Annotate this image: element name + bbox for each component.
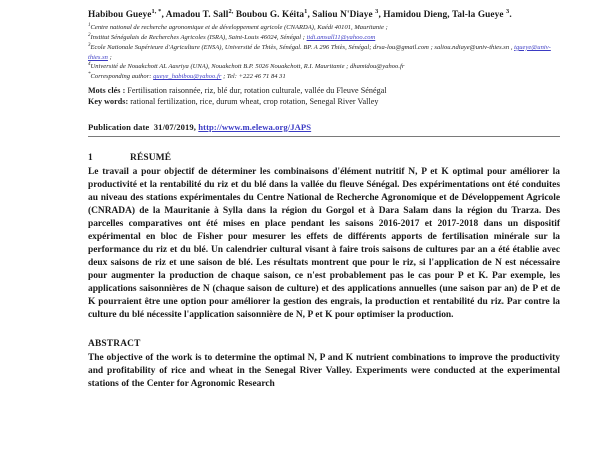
keywords-english-label: Key words: bbox=[88, 97, 129, 107]
corresponding-author-text: Corresponding author: bbox=[90, 73, 154, 81]
corresponding-author-email-link[interactable]: gueye_habibou@yahoo.fr bbox=[153, 73, 222, 81]
publication-bar bbox=[88, 121, 560, 137]
resume-heading bbox=[88, 152, 560, 165]
author-sup-5: 3 bbox=[506, 7, 510, 15]
affiliation-3-email-link[interactable]: tgueye@univ-thies.sn bbox=[88, 43, 551, 61]
resume-body: Le travail a pour objectif de déterminer les combinaisons d'élément nutritif N, P et K optimal pour améliorer la productivité et la rentabilité du riz et du blé dans la vallée du fleuve Sénégal. Des expérimentations ont été conduites au niveau des stations expérimentales du Centre National de Recherche Agronomique et de Développement Agricole (CNRADA) de la Mauritanie à Sylla dans la région du Gorgol et à Dara Salam dans la région du Trarza. Des parcelles comparatives ont été mises en place pendant les saisons 2016-2017 et 2017-2018 dans un dispositif expérimental en bloc de Fisher pour mesurer les effets de différents apports de fertilisation minérale sur la performance du riz et du blé. Un calendrier cultural visant à faire trois saisons de cultures par an a été établie avec deux saisons de riz et une saison de blé. Les résultats montrent que pour le riz, si l'application de N est nécessaire pour augmenter la production de chaque saison, ce n'est probablement pas le cas pour P et K. Par exemple, les applications saisonnières de N (chaque saison de culture) et des applications annuelles (une saison par an) de P et de K pourraient être une option pour améliorer la gestion des engrais, la production et rentabilité du riz. Par contre la culture du blé nécessite l'application saisonnière de N, P et K pour optimiser la production. bbox=[88, 166, 560, 321]
publication-date-line bbox=[88, 121, 560, 133]
affiliation-3-marker: 3 bbox=[88, 42, 91, 48]
keywords-french-value: Fertilisation raisonnée, riz, blé dur, rotation culturale, vallée du Fleuve Sénégal bbox=[125, 85, 387, 95]
author-names-part5: , Hamidou Dieng, Tal-la Gueye bbox=[378, 10, 507, 20]
author-sup-3: 1 bbox=[304, 7, 308, 15]
affiliation-3 bbox=[88, 43, 560, 63]
affiliation-2-text: Institut Sénégalais de Recherches Agricoles (ISRA), Saint-Louis 46024, Sénégal ; bbox=[90, 34, 307, 41]
affiliation-3-text: Ecole Nationale Supérieure d'Agriculture (ENSA), Université de Thiès, Sénégal. BP. A 296 Thiès, Sénégal; drsa-lou@gmail.com ; saliou.ndiaye@univ-thies.sn , bbox=[90, 43, 515, 51]
author-names-part4: , Saliou N'Diaye bbox=[307, 10, 376, 20]
resume-heading-label: RÉSUMÉ bbox=[130, 152, 172, 163]
keywords-english bbox=[88, 96, 560, 107]
affiliation-2-email-link[interactable]: tidi.amsall11@yahoo.com bbox=[306, 34, 376, 41]
author-names-part3: Boubou G. Kéita bbox=[233, 10, 305, 20]
keywords-block bbox=[88, 85, 560, 108]
corresponding-author-marker: * bbox=[88, 72, 91, 78]
resume-section-number: 1 bbox=[88, 152, 93, 163]
publication-date-value: 31/07/2019, bbox=[153, 121, 197, 132]
journal-url-link[interactable]: http://www.m.elewa.org/JAPS bbox=[198, 121, 312, 132]
affiliation-1-marker: 1 bbox=[88, 23, 91, 29]
affiliation-2 bbox=[88, 33, 560, 43]
author-sup-1: 1, * bbox=[151, 7, 162, 15]
author-list bbox=[88, 9, 560, 21]
author-names-part1: Habibou Gueye bbox=[88, 10, 152, 20]
affiliation-2-marker: 2 bbox=[88, 32, 91, 38]
affiliation-1-text: Centre national de recherche agronomique et de développement agricole (CNARDA), Kaédi 40101, Mauritanie ; bbox=[90, 24, 388, 32]
abstract-heading: ABSTRACT bbox=[88, 339, 141, 350]
author-names-part2: , Amadou T. Sall bbox=[161, 10, 229, 20]
affiliation-4-text: Université de Nouakchott AL Aasriya (UNA), Nouakchott B.P. 5026 Nouakchott, R.I. Mauritanie ; dhamidou@yahoo.fr bbox=[90, 63, 405, 71]
keywords-english-value: rational fertilization, rice, durum wheat, crop rotation, Senegal River Valley bbox=[128, 97, 379, 107]
corresponding-author-tel: ; Tel: +222 46 71 84 31 bbox=[221, 73, 286, 81]
author-sup-4: 3 bbox=[375, 7, 379, 15]
keywords-french-label: Mots clés : bbox=[88, 85, 126, 95]
corresponding-author bbox=[88, 72, 560, 82]
affiliation-4 bbox=[88, 62, 560, 72]
author-sup-2: 2, bbox=[228, 7, 234, 15]
affiliation-4-marker: 4 bbox=[88, 62, 91, 68]
publication-date-label: Publication date bbox=[88, 121, 150, 132]
keywords-french bbox=[88, 85, 560, 96]
affiliation-3-tail: ; bbox=[107, 53, 112, 61]
abstract-body: The objective of the work is to determine the optimal N, P and K nutrient combinations to improve the productivity and profitability of rice and wheat in the Senegal River Valley. Experiments were conducted at the experimental stations of the Center for Agronomic Research bbox=[88, 353, 560, 390]
author-names-part6: . bbox=[509, 10, 512, 20]
affiliation-1 bbox=[88, 23, 560, 33]
